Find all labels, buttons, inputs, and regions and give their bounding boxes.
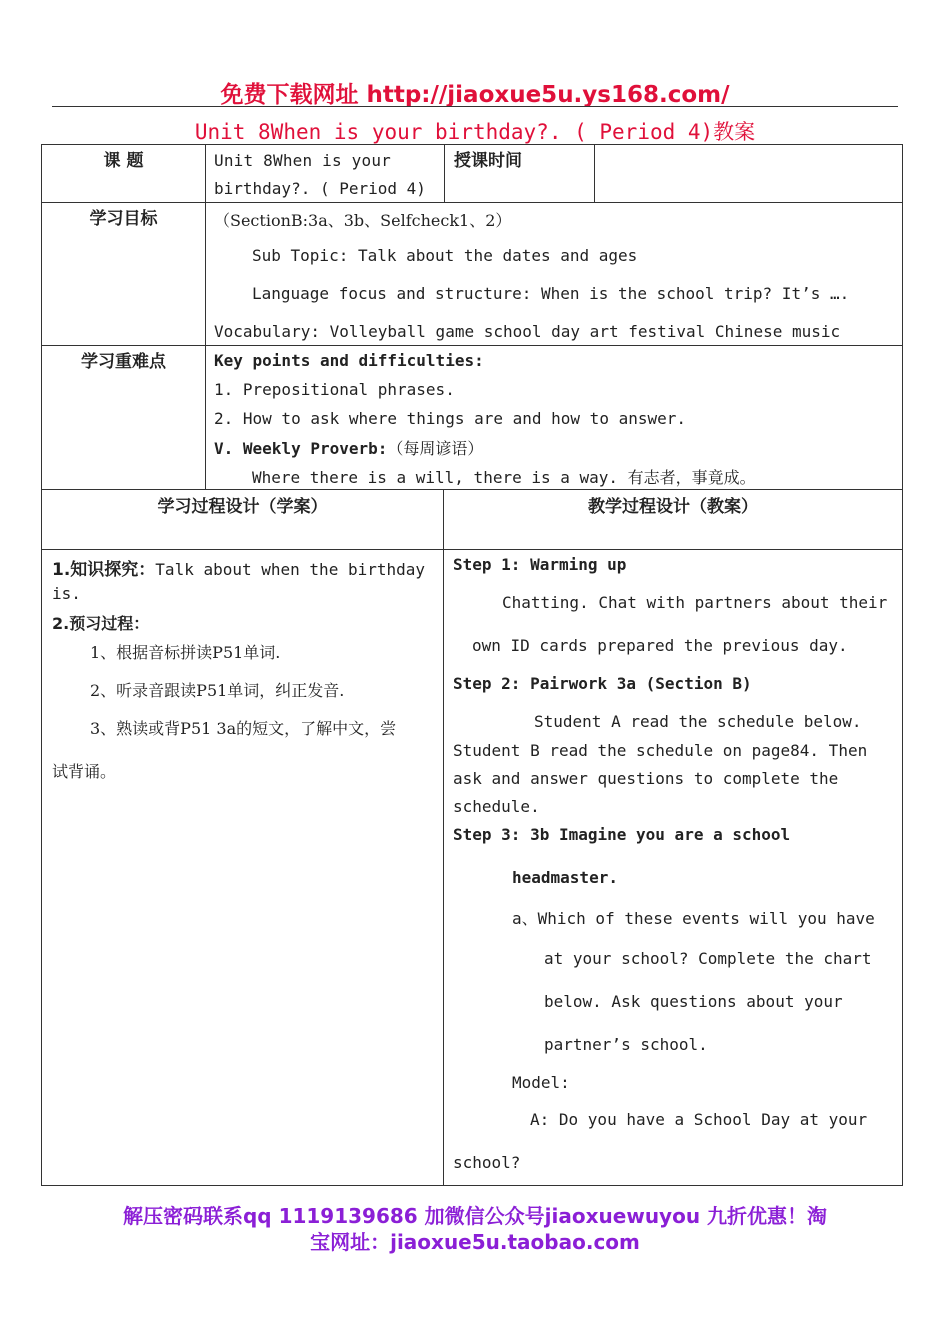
step-1-text: own ID cards prepared the previous day. bbox=[472, 636, 848, 655]
time-label: 授课时间 bbox=[454, 151, 522, 171]
lesson-plan-table bbox=[41, 144, 903, 1186]
left-step-2: 2、听录音跟读P51单词，纠正发音. bbox=[90, 681, 345, 700]
model-label: Model: bbox=[512, 1073, 570, 1092]
proverb-line bbox=[214, 436, 483, 459]
left-para-1 bbox=[52, 555, 425, 580]
objective-line: Vocabulary: Volleyball game school day art festival Chinese music bbox=[214, 322, 841, 341]
step-2-text: ask and answer questions to complete the bbox=[453, 769, 839, 788]
left-para-2-bold: 2.预习过程： bbox=[52, 614, 150, 633]
col-divider bbox=[594, 145, 595, 202]
header-link[interactable]: 免费下载网址 http://jiaoxue5u.ys168.com/ bbox=[220, 82, 730, 108]
left-para-1-bold: 1.知识探究： bbox=[52, 560, 156, 580]
objective-line: Language focus and structure: When is the school trip? It’s …. bbox=[252, 284, 850, 303]
left-para-1-cont: is. bbox=[52, 584, 81, 603]
step-2-text: Student A read the schedule below. bbox=[534, 712, 862, 731]
step-2-heading: Step 2: Pairwork 3a (Section B) bbox=[453, 674, 752, 693]
objective-line: Sub Topic: Talk about the dates and ages bbox=[252, 246, 638, 265]
step-1-text: Chatting. Chat with partners about their bbox=[502, 593, 888, 612]
step-3-item: a、Which of these events will you have bbox=[512, 909, 875, 928]
footer-line-2[interactable]: 宝网址：jiaoxue5u.taobao.com bbox=[310, 1230, 640, 1254]
objectives-label: 学习目标 bbox=[89, 209, 158, 229]
step-3-item: partner’s school. bbox=[544, 1035, 708, 1054]
topic-label: 课 题 bbox=[103, 151, 144, 171]
row-divider bbox=[42, 549, 902, 550]
col-divider bbox=[444, 145, 445, 202]
document-title: Unit 8When is your birthday?. ( Period 4)教案 bbox=[194, 120, 756, 144]
step-3-heading: Step 3: 3b Imagine you are a school bbox=[453, 825, 791, 844]
row-divider bbox=[42, 345, 902, 346]
left-column-header: 学习过程设计（学案） bbox=[157, 497, 328, 517]
row-divider bbox=[42, 489, 902, 490]
model-line: school? bbox=[453, 1153, 521, 1172]
topic-value-line2: birthday?. ( Period 4) bbox=[214, 179, 426, 198]
step-2-text: Student B read the schedule on page84. Then bbox=[453, 741, 868, 760]
row-divider bbox=[42, 202, 902, 203]
step-1-heading: Step 1: Warming up bbox=[453, 555, 627, 574]
proverb-label: V. Weekly Proverb: bbox=[214, 439, 388, 458]
left-step-1: 1、根据音标拼读P51单词. bbox=[90, 643, 281, 662]
step-2-text: schedule. bbox=[453, 797, 540, 816]
left-para-1-text: Talk about when the birthday bbox=[155, 560, 426, 579]
left-step-3-cont: 试背诵。 bbox=[52, 762, 117, 781]
key-point-item: 2. How to ask where things are and how to answer. bbox=[214, 409, 687, 428]
proverb-cn: （每周谚语） bbox=[387, 439, 484, 458]
key-points-label: 学习重难点 bbox=[81, 352, 166, 372]
col-divider bbox=[443, 489, 444, 1185]
col-divider bbox=[205, 145, 206, 489]
topic-value-line1: Unit 8When is your bbox=[214, 151, 391, 170]
proverb-text: Where there is a will, there is a way. 有志者，事竟成。 bbox=[252, 468, 756, 487]
key-points-heading: Key points and difficulties: bbox=[214, 351, 484, 370]
footer-line-1: 解压密码联系qq 1119139686 加微信公众号jiaoxuewuyou 九折优惠！淘 bbox=[122, 1204, 828, 1228]
key-point-item: 1. Prepositional phrases. bbox=[214, 380, 455, 399]
model-line: A: Do you have a School Day at your bbox=[530, 1110, 868, 1129]
step-3-item: at your school? Complete the chart bbox=[544, 949, 872, 968]
left-step-3: 3、熟读或背P51 3a的短文，了解中文，尝 bbox=[90, 719, 397, 738]
step-3-heading-cont: headmaster. bbox=[512, 868, 618, 887]
header-divider bbox=[52, 106, 898, 107]
right-column-header: 教学过程设计（教案） bbox=[588, 497, 758, 517]
step-3-item: below. Ask questions about your bbox=[544, 992, 843, 1011]
objective-line: （SectionB:3a、3b、Selfcheck1、2） bbox=[214, 211, 512, 230]
